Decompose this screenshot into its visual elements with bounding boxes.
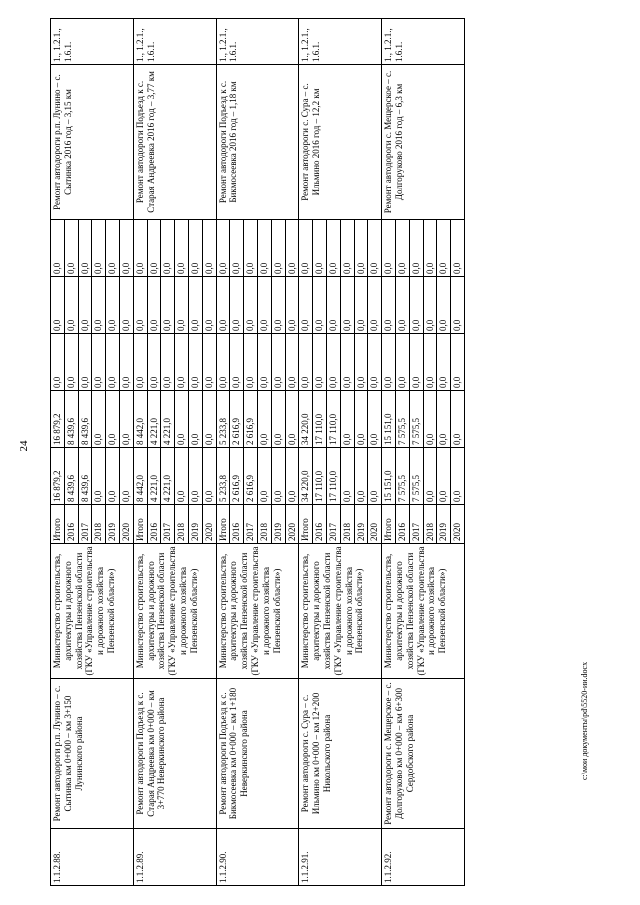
amount-cell: 0,0 xyxy=(368,277,382,334)
amount-cell: 34 220,0 xyxy=(299,448,313,505)
expected-result-cell: Ремонт автодороги Подъезд к с. Старая Андреевка 2016 год – 3,77 км xyxy=(133,65,216,220)
amount-cell: 4 221,0 xyxy=(147,391,161,448)
amount-cell: 0,0 xyxy=(437,391,451,448)
amount-cell: 0,0 xyxy=(202,448,216,505)
amount-cell: 0,0 xyxy=(368,448,382,505)
table-row xyxy=(216,19,230,886)
amount-cell: 0,0 xyxy=(313,277,327,334)
amount-cell: 5 233,8 xyxy=(216,448,230,505)
amount-cell: 2 616,9 xyxy=(230,448,244,505)
amount-cell: 0,0 xyxy=(92,448,106,505)
amount-cell: 0,0 xyxy=(161,277,175,334)
amount-cell: 8 439,6 xyxy=(78,448,92,505)
year-cell: 2016 xyxy=(313,505,327,544)
amount-cell: 0,0 xyxy=(92,334,106,391)
amount-cell: 0,0 xyxy=(340,334,354,391)
amount-cell: 0,0 xyxy=(64,277,78,334)
amount-cell: 0,0 xyxy=(326,277,340,334)
year-cell: 2020 xyxy=(285,505,299,544)
indicator-ref-cell: 1., 1.2.1., 1.6.1. xyxy=(216,19,299,65)
amount-cell: 0,0 xyxy=(51,334,65,391)
amount-cell: 0,0 xyxy=(382,220,396,277)
executor-cell: Министерство строительства, архитектуры и дорожного хозяйства Пензенской области (ГКУ «Управление строительства и дорожного хозяйства Пензенской области») xyxy=(299,544,382,679)
amount-cell: 0,0 xyxy=(106,277,120,334)
amount-cell: 2 616,9 xyxy=(230,391,244,448)
expected-result-cell: Ремонт автодороги с. Сура – с. Ильмино 2016 год – 12,2 км xyxy=(299,65,382,220)
amount-cell: 0,0 xyxy=(119,334,133,391)
amount-cell: 0,0 xyxy=(188,220,202,277)
activity-name-cell: Ремонт автодороги с. Сура – с. Ильмино км 0+000 – км 12+200 Никольского района xyxy=(299,679,382,829)
amount-cell: 0,0 xyxy=(271,448,285,505)
amount-cell: 0,0 xyxy=(202,220,216,277)
amount-cell: 0,0 xyxy=(326,334,340,391)
amount-cell: 8 442,0 xyxy=(133,448,147,505)
amount-cell: 0,0 xyxy=(437,277,451,334)
amount-cell: 0,0 xyxy=(340,448,354,505)
amount-cell: 16 879,2 xyxy=(51,448,65,505)
year-cell: Итого xyxy=(382,505,396,544)
indicator-ref-cell: 1., 1.2.1., 1.6.1. xyxy=(299,19,382,65)
activity-name-cell: Ремонт автодороги Подъезд к с. Бикмосеевка км 0+000 – км 1+180 Неверкинского района xyxy=(216,679,299,829)
amount-cell: 0,0 xyxy=(244,277,258,334)
amount-cell: 0,0 xyxy=(354,334,368,391)
amount-cell: 2 616,9 xyxy=(244,448,258,505)
year-cell: 2018 xyxy=(340,505,354,544)
expected-result-cell: Ремонт автодороги Подъезд к с. Бикмосеевка 2016 год – 1,18 км xyxy=(216,65,299,220)
amount-cell: 0,0 xyxy=(106,448,120,505)
executor-cell: Министерство строительства, архитектуры и дорожного хозяйства Пензенской области (ГКУ «Управление строительства и дорожного хозяйства Пензенской области») xyxy=(382,544,465,679)
amount-cell: 0,0 xyxy=(119,220,133,277)
year-cell: 2016 xyxy=(395,505,409,544)
year-cell: 2016 xyxy=(147,505,161,544)
amount-cell: 0,0 xyxy=(395,277,409,334)
amount-cell: 0,0 xyxy=(437,334,451,391)
amount-cell: 0,0 xyxy=(423,391,437,448)
amount-cell: 0,0 xyxy=(202,334,216,391)
executor-cell: Министерство строительства, архитектуры и дорожного хозяйства Пензенской области (ГКУ «Управление строительства и дорожного хозяйства Пензенской области») xyxy=(216,544,299,679)
expected-result-cell: Ремонт автодороги р.п. Лунино – с. Сытинка 2016 год – 3,15 км xyxy=(51,65,134,220)
amount-cell: 0,0 xyxy=(147,277,161,334)
amount-cell: 0,0 xyxy=(119,391,133,448)
year-cell: Итого xyxy=(133,505,147,544)
amount-cell: 0,0 xyxy=(382,334,396,391)
year-cell: 2019 xyxy=(437,505,451,544)
amount-cell: 0,0 xyxy=(451,334,465,391)
expected-result-cell: Ремонт автодороги с. Мещерское – с. Долгоруково 2016 год – 6,3 км xyxy=(382,65,465,220)
amount-cell: 0,0 xyxy=(409,220,423,277)
amount-cell: 0,0 xyxy=(106,220,120,277)
year-cell: 2018 xyxy=(92,505,106,544)
amount-cell: 17 110,0 xyxy=(313,448,327,505)
amount-cell: 0,0 xyxy=(423,334,437,391)
amount-cell: 0,0 xyxy=(106,334,120,391)
amount-cell: 0,0 xyxy=(285,448,299,505)
activity-code-cell: 1.1.2.89. xyxy=(133,829,216,886)
amount-cell: 0,0 xyxy=(409,277,423,334)
year-cell: 2017 xyxy=(409,505,423,544)
amount-cell: 0,0 xyxy=(354,277,368,334)
amount-cell: 0,0 xyxy=(451,220,465,277)
amount-cell: 0,0 xyxy=(271,391,285,448)
amount-cell: 0,0 xyxy=(175,448,189,505)
amount-cell: 0,0 xyxy=(188,391,202,448)
amount-cell: 0,0 xyxy=(51,220,65,277)
amount-cell: 0,0 xyxy=(257,391,271,448)
amount-cell: 0,0 xyxy=(133,334,147,391)
amount-cell: 0,0 xyxy=(175,220,189,277)
year-cell: Итого xyxy=(216,505,230,544)
amount-cell: 17 110,0 xyxy=(326,448,340,505)
amount-cell: 0,0 xyxy=(299,334,313,391)
activity-code-cell: 1.1.2.90. xyxy=(216,829,299,886)
amount-cell: 4 221,0 xyxy=(161,391,175,448)
amount-cell: 0,0 xyxy=(175,391,189,448)
page-number: 24 xyxy=(18,440,30,452)
activity-code-cell: 1.1.2.92. xyxy=(382,829,465,886)
amount-cell: 0,0 xyxy=(230,220,244,277)
amount-cell: 0,0 xyxy=(133,220,147,277)
amount-cell: 0,0 xyxy=(340,220,354,277)
amount-cell: 7 575,5 xyxy=(409,391,423,448)
amount-cell: 4 221,0 xyxy=(147,448,161,505)
activity-code-cell: 1.1.2.91. xyxy=(299,829,382,886)
amount-cell: 15 151,0 xyxy=(382,391,396,448)
year-cell: 2018 xyxy=(423,505,437,544)
amount-cell: 0,0 xyxy=(78,220,92,277)
amount-cell: 0,0 xyxy=(313,334,327,391)
amount-cell: 0,0 xyxy=(119,448,133,505)
activity-name-cell: Ремонт автодороги р.п. Лунино – с. Сытинка км 0+000 – км 3+150 Лунинского района xyxy=(51,679,134,829)
year-cell: 2020 xyxy=(368,505,382,544)
amount-cell: 16 879,2 xyxy=(51,391,65,448)
year-cell: Итого xyxy=(299,505,313,544)
amount-cell: 0,0 xyxy=(175,334,189,391)
amount-cell: 0,0 xyxy=(202,391,216,448)
amount-cell: 0,0 xyxy=(368,391,382,448)
indicator-ref-cell: 1., 1.2.1., 1.6.1. xyxy=(51,19,134,65)
amount-cell: 0,0 xyxy=(354,391,368,448)
table-row xyxy=(299,19,313,886)
amount-cell: 0,0 xyxy=(244,334,258,391)
amount-cell: 0,0 xyxy=(119,277,133,334)
amount-cell: 8 442,0 xyxy=(133,391,147,448)
amount-cell: 0,0 xyxy=(382,277,396,334)
amount-cell: 0,0 xyxy=(92,277,106,334)
amount-cell: 0,0 xyxy=(437,220,451,277)
amount-cell: 0,0 xyxy=(92,391,106,448)
amount-cell: 0,0 xyxy=(188,334,202,391)
year-cell: 2018 xyxy=(257,505,271,544)
amount-cell: 0,0 xyxy=(244,220,258,277)
amount-cell: 0,0 xyxy=(64,334,78,391)
amount-cell: 0,0 xyxy=(451,277,465,334)
executor-cell: Министерство строительства, архитектуры и дорожного хозяйства Пензенской области (ГКУ «Управление строительства и дорожного хозяйства Пензенской области») xyxy=(133,544,216,679)
table-body xyxy=(51,19,465,886)
amount-cell: 0,0 xyxy=(423,448,437,505)
amount-cell: 0,0 xyxy=(188,448,202,505)
amount-cell: 0,0 xyxy=(216,334,230,391)
year-cell: 2019 xyxy=(354,505,368,544)
amount-cell: 7 575,5 xyxy=(409,448,423,505)
amount-cell: 0,0 xyxy=(271,277,285,334)
amount-cell: 0,0 xyxy=(147,334,161,391)
amount-cell: 7 575,5 xyxy=(395,391,409,448)
amount-cell: 0,0 xyxy=(285,277,299,334)
amount-cell: 0,0 xyxy=(133,277,147,334)
amount-cell: 0,0 xyxy=(354,448,368,505)
amount-cell: 0,0 xyxy=(188,277,202,334)
activity-code-cell: 1.1.2.88. xyxy=(51,829,134,886)
year-cell: 2017 xyxy=(326,505,340,544)
amount-cell: 0,0 xyxy=(340,391,354,448)
amount-cell: 0,0 xyxy=(368,220,382,277)
year-cell: 2020 xyxy=(451,505,465,544)
amount-cell: 0,0 xyxy=(368,334,382,391)
amount-cell: 8 439,6 xyxy=(64,391,78,448)
amount-cell: 0,0 xyxy=(78,334,92,391)
amount-cell: 0,0 xyxy=(216,277,230,334)
amount-cell: 0,0 xyxy=(395,220,409,277)
year-cell: 2016 xyxy=(230,505,244,544)
amount-cell: 34 220,0 xyxy=(299,391,313,448)
amount-cell: 0,0 xyxy=(230,334,244,391)
amount-cell: 0,0 xyxy=(257,334,271,391)
amount-cell: 0,0 xyxy=(299,277,313,334)
amount-cell: 0,0 xyxy=(451,448,465,505)
activity-name-cell: Ремонт автодороги с. Мещерское – с. Долгоруково км 0+000 – км 6+300 Сердобского района xyxy=(382,679,465,829)
table-row xyxy=(382,19,396,886)
indicator-ref-cell: 1., 1.2.1., 1.6.1. xyxy=(382,19,465,65)
amount-cell: 0,0 xyxy=(202,277,216,334)
year-cell: 2020 xyxy=(202,505,216,544)
amount-cell: 0,0 xyxy=(92,220,106,277)
year-cell: 2019 xyxy=(106,505,120,544)
amount-cell: 0,0 xyxy=(230,277,244,334)
indicator-ref-cell: 1., 1.2.1., 1.6.1. xyxy=(133,19,216,65)
amount-cell: 8 439,6 xyxy=(78,391,92,448)
amount-cell: 0,0 xyxy=(451,391,465,448)
amount-cell: 0,0 xyxy=(106,391,120,448)
program-activities-table xyxy=(50,18,465,886)
amount-cell: 0,0 xyxy=(409,334,423,391)
amount-cell: 0,0 xyxy=(257,277,271,334)
year-cell: 2017 xyxy=(78,505,92,544)
amount-cell: 0,0 xyxy=(161,334,175,391)
amount-cell: 0,0 xyxy=(78,277,92,334)
amount-cell: 0,0 xyxy=(299,220,313,277)
footer-file-path: c:\мои документы\pd\5520-ии.docx xyxy=(580,661,589,780)
year-cell: 2020 xyxy=(119,505,133,544)
year-cell: 2019 xyxy=(271,505,285,544)
amount-cell: 0,0 xyxy=(257,220,271,277)
year-cell: 2019 xyxy=(188,505,202,544)
amount-cell: 0,0 xyxy=(285,391,299,448)
amount-cell: 0,0 xyxy=(147,220,161,277)
year-cell: 2017 xyxy=(161,505,175,544)
year-cell: 2016 xyxy=(64,505,78,544)
amount-cell: 0,0 xyxy=(340,277,354,334)
amount-cell: 0,0 xyxy=(271,334,285,391)
amount-cell: 0,0 xyxy=(285,220,299,277)
amount-cell: 0,0 xyxy=(437,448,451,505)
amount-cell: 0,0 xyxy=(354,220,368,277)
rotated-table-container xyxy=(50,20,590,886)
amount-cell: 7 575,5 xyxy=(395,448,409,505)
year-cell: Итого xyxy=(51,505,65,544)
amount-cell: 0,0 xyxy=(423,220,437,277)
amount-cell: 2 616,9 xyxy=(244,391,258,448)
activity-name-cell: Ремонт автодороги Подъезд к с. Старая Андреевка км 0+000 – км 3+770 Неверкинского района xyxy=(133,679,216,829)
amount-cell: 17 110,0 xyxy=(326,391,340,448)
table-row xyxy=(51,19,65,886)
executor-cell: Министерство строительства, архитектуры и дорожного хозяйства Пензенской области (ГКУ «Управление строительства и дорожного хозяйства Пензенской области») xyxy=(51,544,134,679)
amount-cell: 0,0 xyxy=(271,220,285,277)
amount-cell: 0,0 xyxy=(51,277,65,334)
year-cell: 2018 xyxy=(175,505,189,544)
amount-cell: 17 110,0 xyxy=(313,391,327,448)
amount-cell: 5 233,8 xyxy=(216,391,230,448)
amount-cell: 0,0 xyxy=(285,334,299,391)
amount-cell: 8 439,6 xyxy=(64,448,78,505)
amount-cell: 0,0 xyxy=(326,220,340,277)
amount-cell: 0,0 xyxy=(161,220,175,277)
amount-cell: 0,0 xyxy=(216,220,230,277)
year-cell: 2017 xyxy=(244,505,258,544)
amount-cell: 0,0 xyxy=(423,277,437,334)
amount-cell: 0,0 xyxy=(175,277,189,334)
amount-cell: 0,0 xyxy=(64,220,78,277)
amount-cell: 0,0 xyxy=(313,220,327,277)
amount-cell: 0,0 xyxy=(395,334,409,391)
table-row xyxy=(133,19,147,886)
amount-cell: 0,0 xyxy=(257,448,271,505)
amount-cell: 15 151,0 xyxy=(382,448,396,505)
amount-cell: 4 221,0 xyxy=(161,448,175,505)
